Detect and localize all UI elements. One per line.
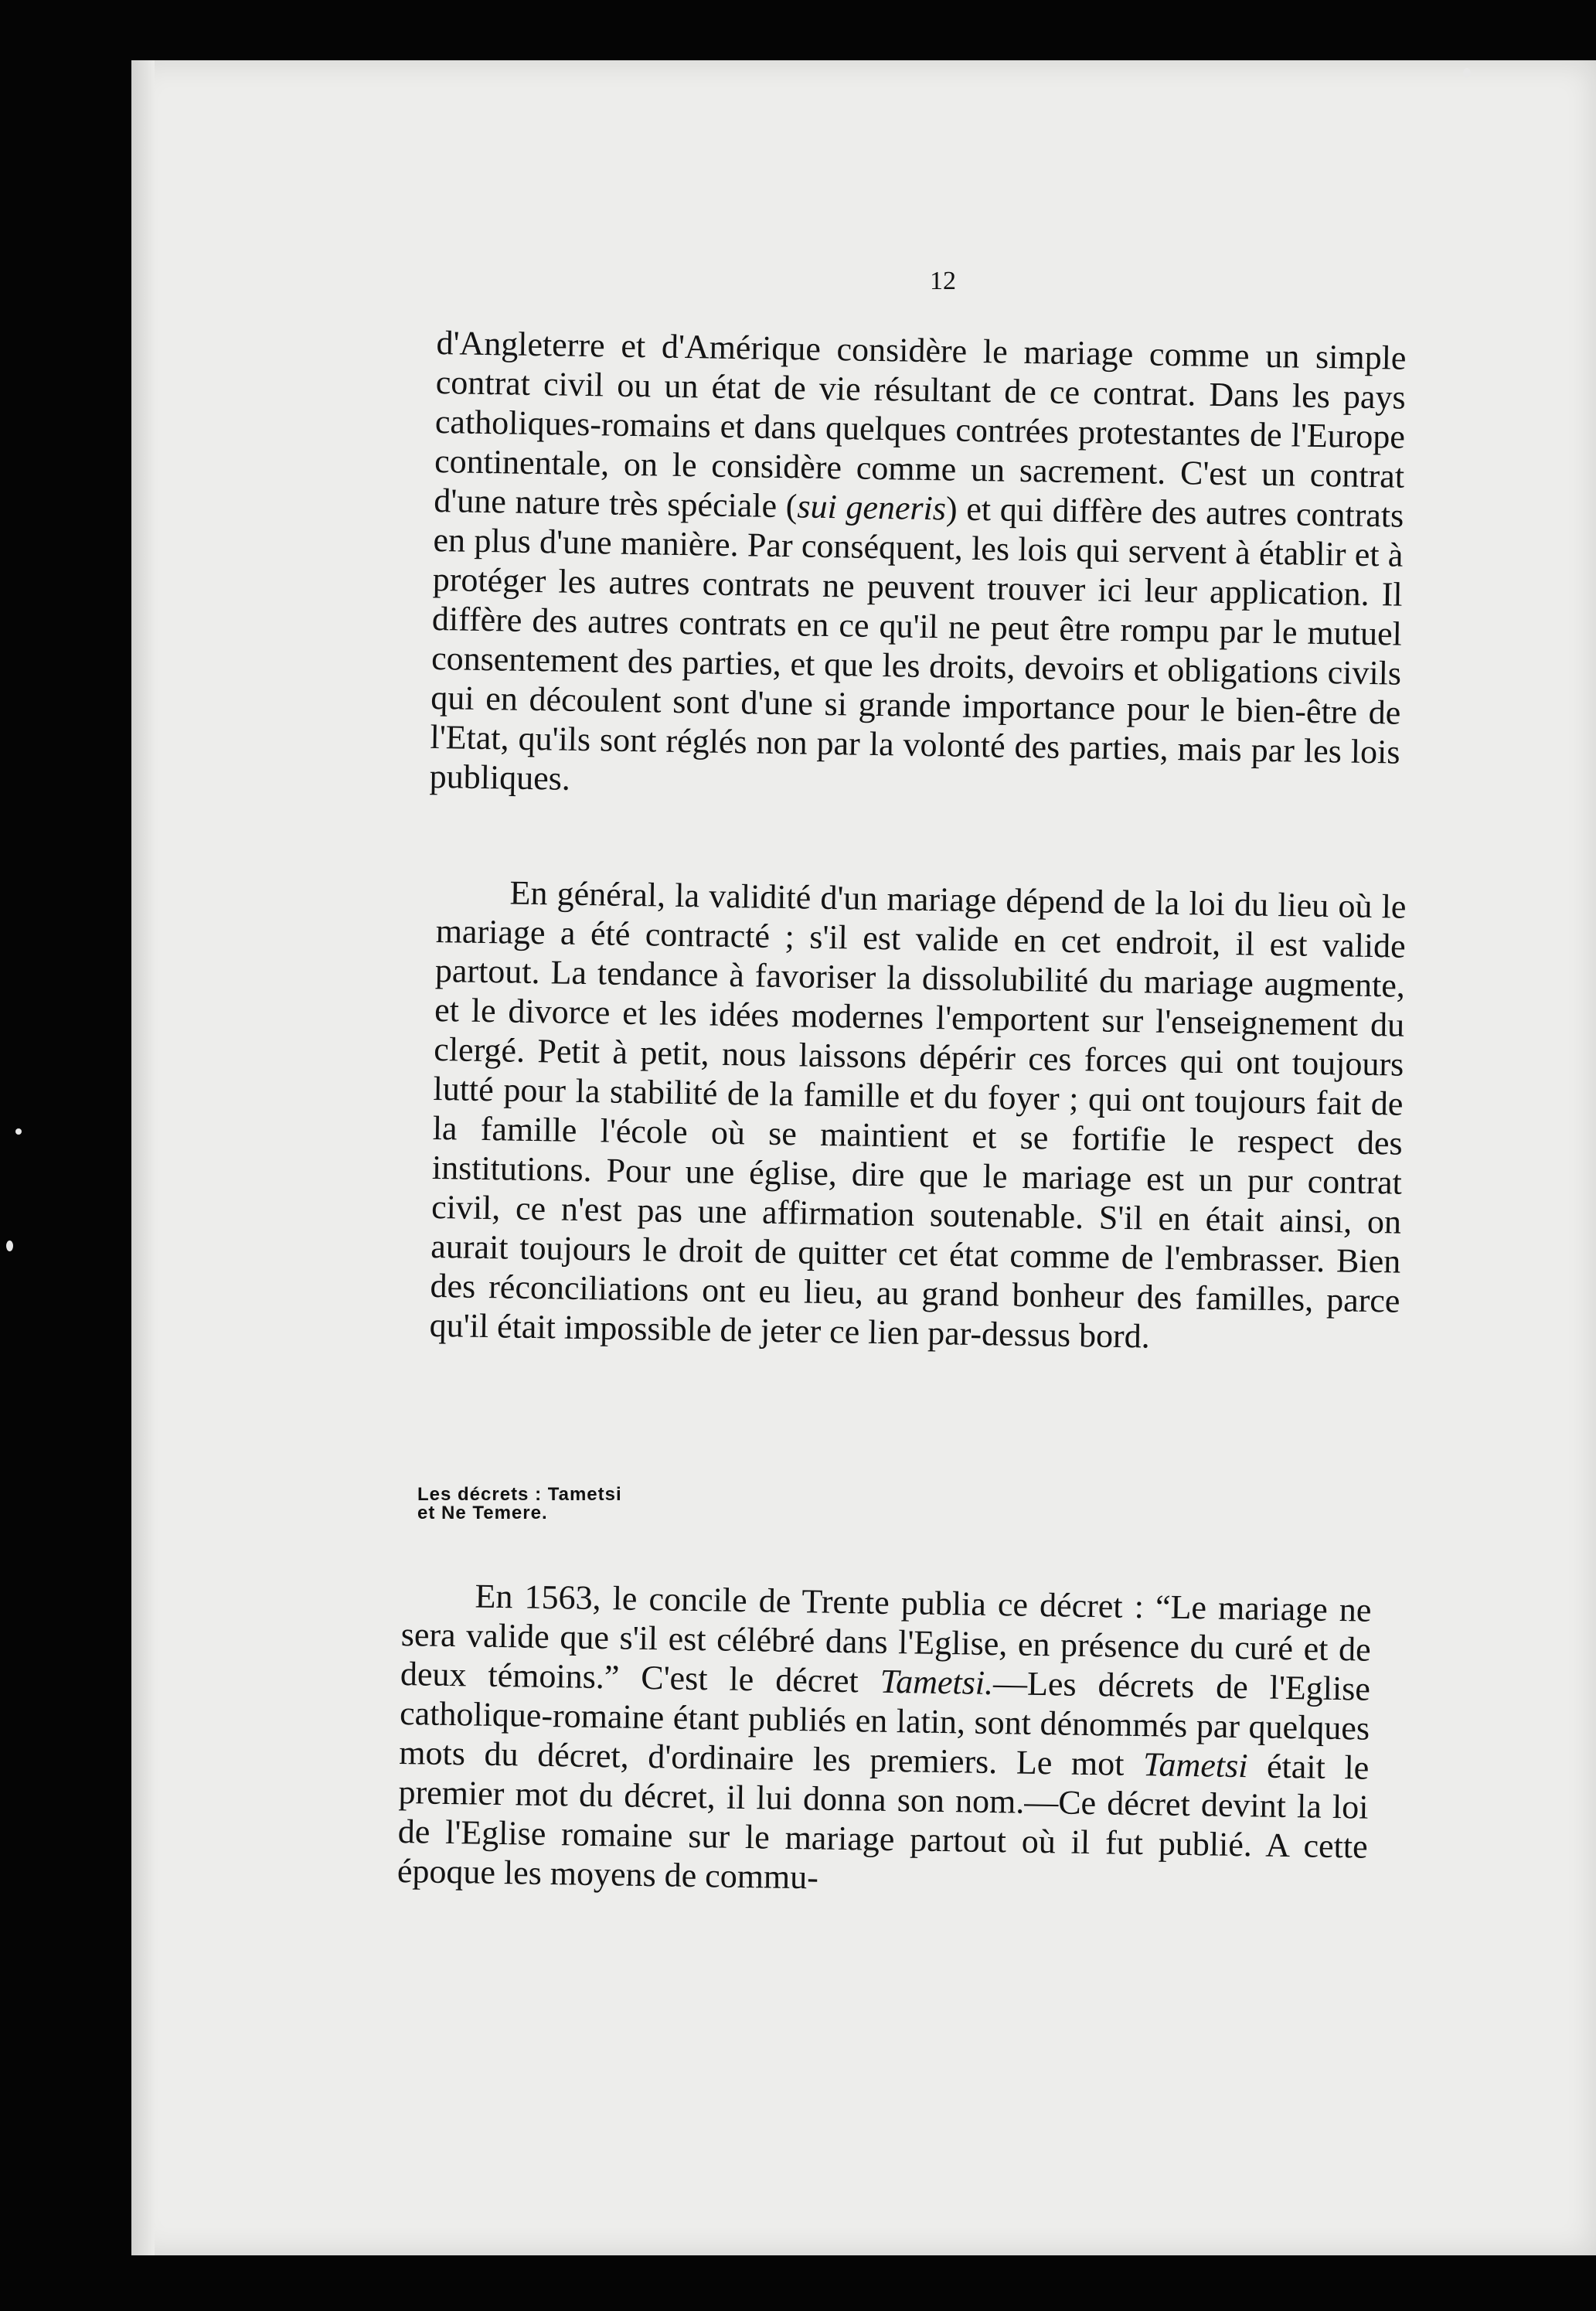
paragraph-3-text-end: était le premier mot du décret, il lui donna son nom.—Ce décret devint la loi de l'Eglise romaine sur le mariage partout où il fut publié. A cette époque les moyens de commu- (396, 1747, 1370, 1897)
scan-speck (6, 1241, 13, 1251)
paragraph-1-text-start: d'Angleterre et d'Amérique considère le mariage comme un simple contrat civil ou un état de vie résultant de ce contrat. Dans les pays catholiques-romains et dans quelques contrées protestantes de l'Europe continentale, on le considère comme un sacrement. C'est un contrat d'une nature très spéciale ( (434, 323, 1407, 526)
paragraph-3-italic-2: Tametsi (1142, 1745, 1248, 1785)
paragraph-1 (429, 323, 1406, 812)
paragraph-1-italic: sui generis (797, 487, 947, 528)
paragraph-2 (429, 872, 1406, 1360)
paragraph-3 (397, 1575, 1372, 1906)
marginal-heading (417, 1486, 622, 1523)
paragraph-3-text-start: En 1563, le concile de Trente publia ce décret : “Le mariage ne sera valide que s'il est célébré dans l'Eglise, en présence du curé et de deux témoins.” C'est le décret (400, 1577, 1372, 1700)
page-number: 12 (930, 267, 956, 295)
marginal-heading-line-2: et Ne Temere. (417, 1503, 548, 1523)
paragraph-2-text: En général, la validité d'un mariage dépend de la loi du lieu où le mariage a été contracté ; s'il est valide en cet endroit, il est valide partout. La tendance à favoriser la dissolubilité du mariage augmente, et le divorce et les idées modernes l'emportent sur l'enseignement du clergé. Petit à petit, nous laissons dépérir ces forces qui ont toujours lutté pour la stabilité de la famille et du foyer ; qui ont toujours fait de la famille l'école où se maintient et se fortifie le respect des institutions. Pour une église, dire que le mariage est un pur contrat civil, ce n'est pas une affirmation soutenable. S'il en était ainsi, on aurait toujours le droit de quitter cet état comme de l'embrasser. Bien des réconciliations ont eu lieu, au grand bonheur des familles, parce qu'il était impossible de jeter ce lien par-dessus bord. (429, 873, 1407, 1356)
scan-speck (15, 1128, 22, 1135)
page-edge-shadow (131, 60, 155, 2255)
paragraph-3-italic-1: Tametsi. (880, 1662, 994, 1703)
paragraph-1-text-end: ) et qui diffère des autres contrats en plus d'une manière. Par conséquent, les lois qui servent à établir et à protéger les autres contrats ne peuvent trouver ici leur application. Il diffère des autres contrats en ce qu'il ne peut être rompu par le mutuel consentement des parties, et que les droits, devoirs et obligations civils qui en découlent sont d'une si grande importance pour le bien-être de l'Etat, qu'ils sont réglés non par la volonté des parties, mais par les lois publiques. (429, 489, 1404, 798)
paragraph-3-text-middle: —Les décrets de l'Eglise catholique-romaine étant publiés en latin, sont dénommés par quelques mots du décret, d'ordinaire les premiers. Le mot (399, 1664, 1371, 1784)
scan-speck (1463, 68, 1471, 77)
marginal-heading-line-1: Les décrets : Tametsi (417, 1484, 622, 1505)
